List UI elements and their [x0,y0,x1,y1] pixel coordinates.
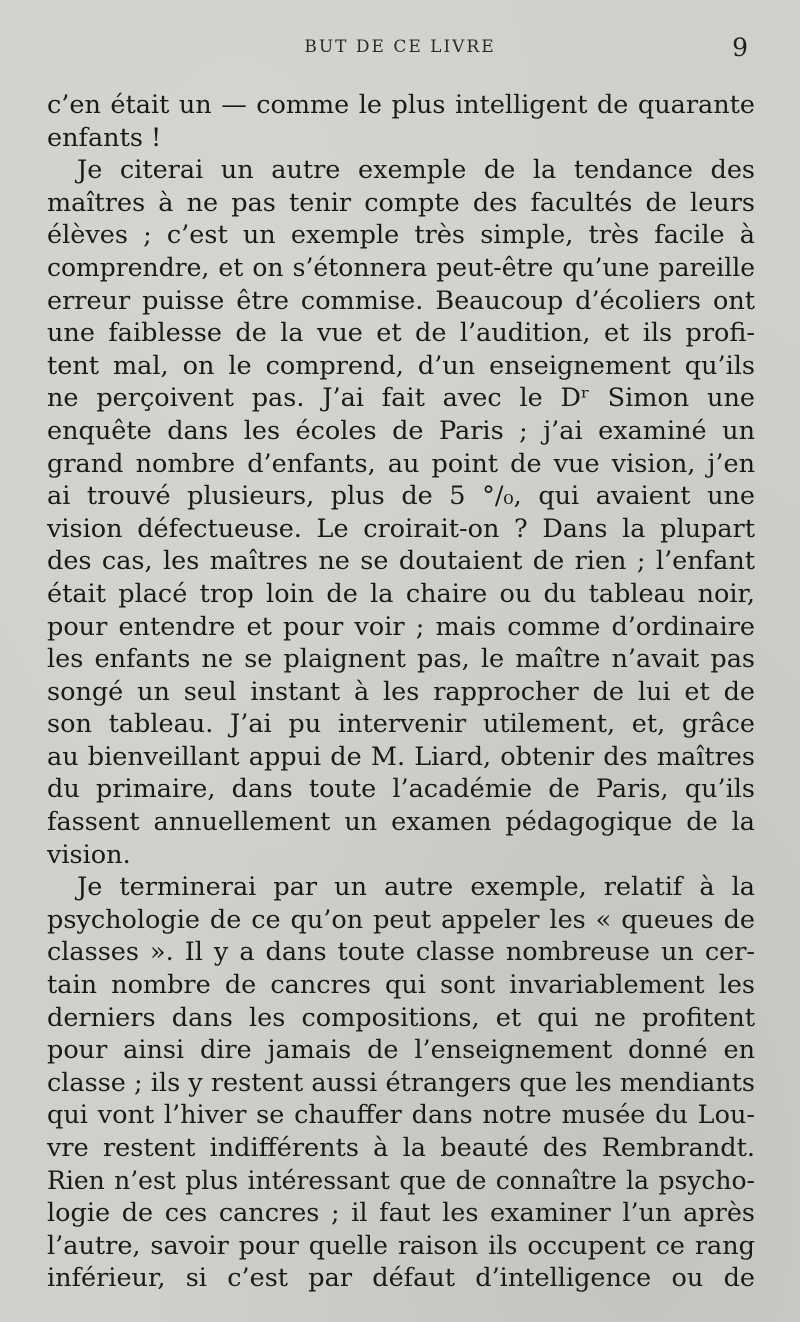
text-line: ne perçoivent pas. J’ai fait avec le Dʳ Simon une [47,383,755,414]
text-line: une faiblesse de la vue et de l’audition, et ils profi- [47,318,755,349]
text-line: classes ». Il y a dans toute classe nombreuse un cer- [47,937,755,968]
running-head [0,33,800,67]
text-line: songé un seul instant à les rapprocher de lui et de [47,676,755,707]
text-line: grand nombre d’enfants, au point de vue vision, j’en [47,448,755,479]
text-line: Je citerai un autre exemple de la tendance des [77,155,755,186]
text-line: classe ; ils y restent aussi étrangers que les mendiants [47,1067,755,1098]
page-number: 9 [732,33,748,62]
text-line: qui vont l’hiver se chauffer dans notre musée du Lou- [47,1100,755,1131]
text-line: c’en était un — comme le plus intelligent de quarante [47,90,755,120]
text-line: les enfants ne se plaignent pas, le maître n’avait pas [47,644,755,675]
text-line: comprendre, et on s’étonnera peut-être qu’une pareille [47,252,755,282]
text-line: erreur puisse être commise. Beaucoup d’écoliers ont [47,285,755,316]
text-line: vision. [47,839,131,870]
text-line: ai trouvé plusieurs, plus de 5 °/₀, qui avaient une [47,481,755,512]
text-line: derniers dans les compositions, et qui ne profitent [47,1002,755,1033]
text-line: au bienveillant appui de M. Liard, obtenir des maîtres [47,741,755,772]
text-line: son tableau. J’ai pu intervenir utilement, et, grâce [47,709,755,740]
text-line: maîtres à ne pas tenir compte des facultés de leurs [47,187,755,218]
text-line: tain nombre de cancres qui sont invariablement les [47,970,755,1001]
text-line: inférieur, si c’est par défaut d’intelligence ou de [47,1263,755,1294]
text-line: des cas, les maîtres ne se doutaient de rien ; l’enfant [47,546,755,577]
text-line: du primaire, dans toute l’académie de Paris, qu’ils [47,774,755,805]
text-line: élèves ; c’est un exemple très simple, très facile à [47,220,755,251]
text-line: enquête dans les écoles de Paris ; j’ai examiné un [47,415,755,446]
body-text [47,89,755,1295]
text-line: psychologie de ce qu’on peut appeler les « queues de [47,904,755,935]
text-line: enfants ! [47,122,162,153]
text-line: tent mal, on le comprend, d’un enseignement qu’ils [47,350,755,381]
text-line: fassent annuellement un examen pédagogique de la [47,807,755,838]
text-line: vre restent indifférents à la beauté des Rembrandt. [47,1133,755,1163]
text-line: était placé trop loin de la chaire ou du tableau noir, [47,578,755,609]
text-line: logie de ces cancres ; il faut les examiner l’un après [47,1198,755,1229]
text-line: l’autre, savoir pour quelle raison ils occupent ce rang [47,1230,755,1261]
running-title: BUT DE CE LIVRE [304,37,496,57]
text-line: pour entendre et pour voir ; mais comme d’ordinaire [47,611,755,642]
text-line: vision défectueuse. Le croirait-on ? Dans la plupart [47,513,755,544]
text-line: pour ainsi dire jamais de l’enseignement donné en [47,1035,755,1066]
text-line: Je terminerai par un autre exemple, relatif à la [77,872,755,903]
text-line: Rien n’est plus intéressant que de connaître la psycho- [47,1165,755,1195]
